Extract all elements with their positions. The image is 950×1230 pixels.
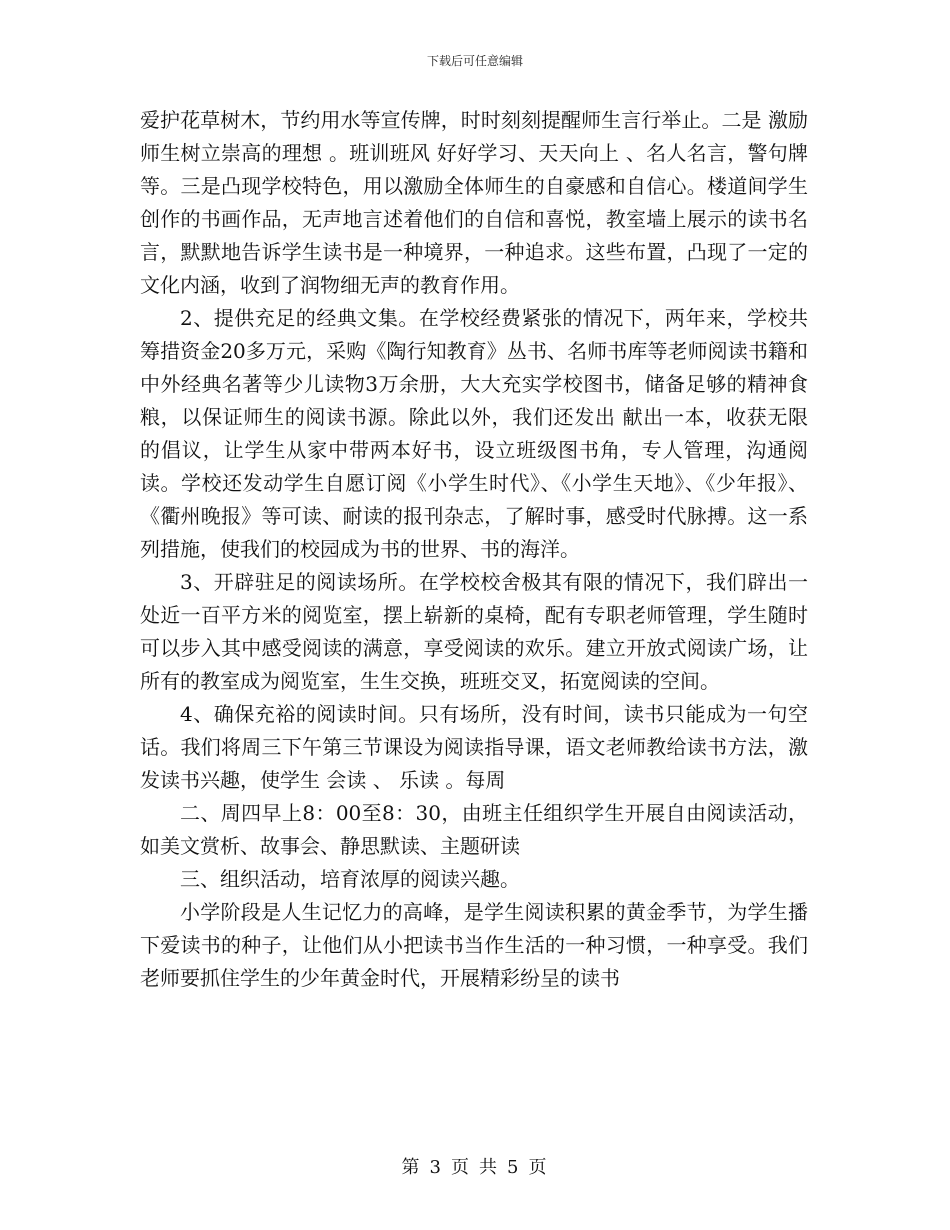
footer-label-total: 共 bbox=[479, 1157, 499, 1178]
total-pages-number: 5 bbox=[507, 1157, 521, 1178]
paragraph-4: 4、确保充裕的阅读时间。只有场所，没有时间，读书只能成为一句空话。我们将周三下午第三节课设为阅读指导课，语文老师教给读书方法，激发读书兴趣，使学生 会读 、 乐读 。每周 bbox=[140, 702, 808, 792]
paragraph-5: 二、周四早上8：00至8：30，由班主任组织学生开展自由阅读活动，如美文赏析、故事会、静思默读、主题研读 bbox=[140, 801, 808, 858]
page-header: 下载后可任意编辑 bbox=[426, 54, 523, 68]
footer-label-page-unit: 页 bbox=[451, 1157, 471, 1178]
page-footer bbox=[0, 1153, 950, 1179]
current-page-number: 3 bbox=[429, 1157, 443, 1178]
paragraph-7: 小学阶段是人生记忆力的高峰，是学生阅读积累的黄金季节，为学生播下爱读书的种子，让他们从小把读书当作生活的一种习惯，一种享受。我们老师要抓住学生的少年黄金时代，开展精彩纷呈的读书 bbox=[140, 900, 808, 990]
paragraph-3: 3、开辟驻足的阅读场所。在学校校舍极其有限的情况下，我们辟出一处近一百平方米的阅览室，摆上崭新的桌椅，配有专职老师管理，学生随时可以步入其中感受阅读的满意，享受阅读的欢乐。建立开放式阅读广场，让所有的教室成为阅览室，生生交换，班班交叉，拓宽阅读的空间。 bbox=[140, 570, 808, 693]
paragraph-2: 2、提供充足的经典文集。在学校经费紧张的情况下，两年来，学校共筹措资金20多万元，采购《陶行知教育》丛书、名师书库等老师阅读书籍和中外经典名著等少儿读物3万余册，大大充实学校图书，储备足够的精神食粮，以保证师生的阅读书源。除此以外，我们还发出 献出一本，收获无限 的倡议，让学生从家中带两本好书，设立班级图书角，专人管理，沟通阅读。学校还发动学生自愿订阅《小学生时代》、《小学生天地》、《少年报》、《衢州晚报》等可读、耐读的报刊杂志，了解时事，感受时代脉搏。这一系列措施，使我们的校园成为书的世界、书的海洋。 bbox=[140, 306, 808, 561]
paragraph-1: 爱护花草树木，节约用水等宣传牌，时时刻刻提醒师生言行举止。二是 激励师生树立崇高的理想 。班训班风 好好学习、天天向上 、名人名言，警句牌等。三是凸现学校特色，用以激励全体师生的自豪感和自信心。楼道间学生创作的书画作品，无声地言述着他们的自信和喜悦，教室墙上展示的读书名言，默默地告诉学生读书是一种境界，一种追求。这些布置，凸现了一定的文化内涵，收到了润物细无声的教育作用。 bbox=[140, 108, 808, 297]
paragraph-6: 三、组织活动，培育浓厚的阅读兴趣。 bbox=[180, 867, 520, 891]
footer-label-total-unit: 页 bbox=[528, 1157, 549, 1178]
document-body bbox=[140, 104, 808, 995]
footer-label-page: 第 bbox=[401, 1157, 422, 1178]
